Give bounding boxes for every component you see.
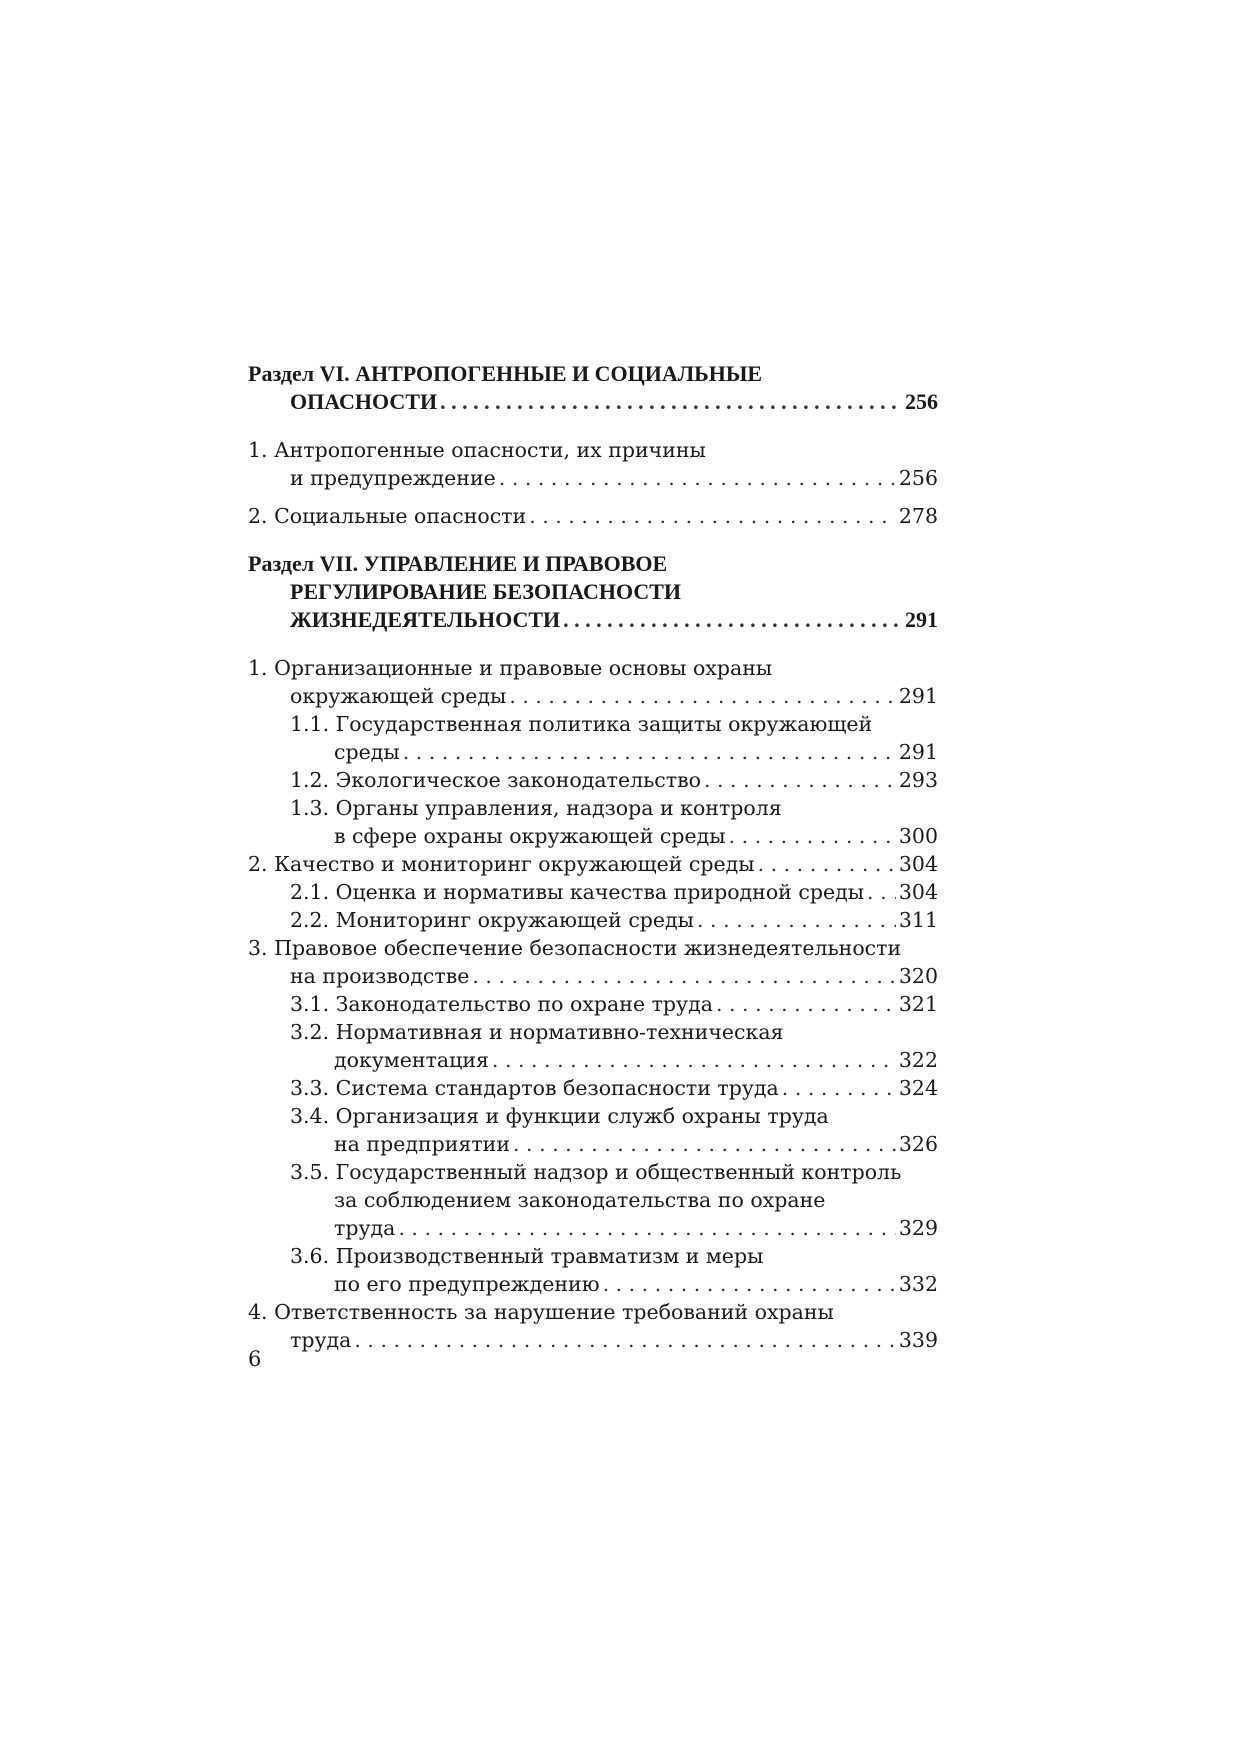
toc-page: 324 xyxy=(898,1076,938,1100)
toc-title: 2.2. Мониторинг окружающей среды xyxy=(290,908,694,932)
toc-subitem[interactable] xyxy=(248,794,938,822)
toc-title: 3.6. Производственный травматизм и меры xyxy=(290,1244,764,1268)
toc-title-cont: окружающей среды xyxy=(290,684,507,708)
toc-page: 300 xyxy=(898,824,938,848)
toc-page: 278 xyxy=(898,504,938,528)
toc-title-cont: и предупреждение xyxy=(290,466,496,490)
toc-title: 3.5. Государственный надзор и общественный контроль xyxy=(290,1160,902,1184)
dot-leader xyxy=(440,388,902,416)
dot-leader xyxy=(563,606,902,634)
toc-title: 3.1. Законодательство по охране труда xyxy=(290,992,713,1016)
toc-title-cont: РЕГУЛИРОВАНИЕ БЕЗОПАСНОСТИ xyxy=(290,579,682,604)
dot-leader xyxy=(513,1130,896,1158)
toc-page: 332 xyxy=(898,1272,938,1296)
toc-subitem-cont xyxy=(248,1270,938,1298)
toc-subitem-cont xyxy=(248,822,938,850)
dot-leader xyxy=(509,682,896,710)
dot-leader xyxy=(697,906,896,934)
dot-leader xyxy=(403,738,896,766)
toc-page: 339 xyxy=(898,1328,938,1352)
toc-title: 2.1. Оценка и нормативы качества природной среды xyxy=(290,880,865,904)
toc-item[interactable] xyxy=(248,502,938,530)
toc-page: 321 xyxy=(898,992,938,1016)
toc-title: 1.3. Органы управления, надзора и контроля xyxy=(290,796,782,820)
toc-page: 256 xyxy=(905,389,938,414)
toc-title-cont: на производстве xyxy=(290,964,470,988)
toc-subitem[interactable] xyxy=(248,1018,938,1046)
toc-subitem[interactable] xyxy=(248,906,938,934)
dot-leader xyxy=(472,962,895,990)
toc-subitem[interactable] xyxy=(248,766,938,794)
toc-item[interactable] xyxy=(248,436,938,492)
toc-title: 3.3. Система стандартов безопасности труда xyxy=(290,1076,779,1100)
toc-page: 293 xyxy=(898,768,938,792)
toc-section-7[interactable] xyxy=(248,550,938,634)
toc-subitem-cont xyxy=(248,1046,938,1074)
toc-title: 4. Ответственность за нарушение требований охраны xyxy=(248,1300,834,1324)
dot-leader xyxy=(716,990,896,1018)
toc-item[interactable] xyxy=(248,934,938,990)
toc-title: 2. Социальные опасности xyxy=(248,504,527,528)
toc-title-cont: по его предупреждению xyxy=(334,1272,600,1296)
toc-title: 1. Антропогенные опасности, их причины xyxy=(248,438,706,462)
toc-title: Раздел VII. УПРАВЛЕНИЕ И ПРАВОВОЕ xyxy=(248,551,668,576)
toc-page: 320 xyxy=(898,964,938,988)
dot-leader xyxy=(492,1046,896,1074)
toc-title: 3.2. Нормативная и нормативно-техническая xyxy=(290,1020,784,1044)
toc-title: Раздел VI. АНТРОПОГЕННЫЕ И СОЦИАЛЬНЫЕ xyxy=(248,361,763,386)
dot-leader xyxy=(529,502,896,530)
toc-page: 291 xyxy=(898,684,938,708)
dot-leader xyxy=(354,1326,895,1354)
toc-page: 326 xyxy=(898,1132,938,1156)
toc-title: 1. Организационные и правовые основы охраны xyxy=(248,656,773,680)
toc-title-cont: за соблюдением законодательства по охране xyxy=(334,1188,826,1212)
toc-subitem[interactable] xyxy=(248,878,938,906)
toc-title-cont: ОПАСНОСТИ xyxy=(290,389,438,414)
toc-title: 3. Правовое обеспечение безопасности жизнедеятельности xyxy=(248,936,902,960)
toc-subitem-cont xyxy=(248,738,938,766)
toc-item[interactable] xyxy=(248,850,938,878)
dot-leader xyxy=(603,1270,896,1298)
toc-title-cont: в сфере охраны окружающей среды xyxy=(334,824,726,848)
toc-title-cont: документация xyxy=(334,1048,489,1072)
toc-section-6[interactable] xyxy=(248,360,938,416)
dot-leader xyxy=(782,1074,896,1102)
toc-title: 3.4. Организация и функции служб охраны труда xyxy=(290,1104,829,1128)
toc-title-cont: ЖИЗНЕДЕЯТЕЛЬНОСТИ xyxy=(290,607,561,632)
toc-page: 322 xyxy=(898,1048,938,1072)
toc-item[interactable] xyxy=(248,654,938,710)
toc-title-cont: среды xyxy=(334,740,400,764)
toc-page: 311 xyxy=(898,908,938,932)
toc-item[interactable] xyxy=(248,1298,938,1354)
page-number: 6 xyxy=(248,1347,262,1371)
toc-page: 304 xyxy=(898,852,938,876)
toc-subitem[interactable] xyxy=(248,710,938,738)
toc-page: 304 xyxy=(898,880,938,904)
table-of-contents xyxy=(248,360,938,1354)
dot-leader xyxy=(729,822,896,850)
toc-page: 291 xyxy=(905,607,938,632)
dot-leader xyxy=(758,850,896,878)
toc-title: 1.1. Государственная политика защиты окружающей xyxy=(290,712,873,736)
toc-subitem[interactable] xyxy=(248,990,938,1018)
toc-title-cont: труда xyxy=(290,1328,352,1352)
toc-page: 329 xyxy=(898,1216,938,1240)
toc-title: 2. Качество и мониторинг окружающей среды xyxy=(248,852,755,876)
dot-leader xyxy=(499,464,896,492)
dot-leader xyxy=(867,878,896,906)
toc-title-cont: на предприятии xyxy=(334,1132,510,1156)
toc-subitem[interactable] xyxy=(248,1102,938,1130)
toc-title-cont: труда xyxy=(334,1216,396,1240)
toc-subitem[interactable] xyxy=(248,1158,938,1186)
toc-page: 291 xyxy=(898,740,938,764)
toc-page: 256 xyxy=(898,466,938,490)
toc-title: 1.2. Экологическое законодательство xyxy=(290,768,701,792)
toc-subitem[interactable] xyxy=(248,1242,938,1270)
toc-subitem[interactable] xyxy=(248,1074,938,1102)
dot-leader xyxy=(704,766,896,794)
toc-subitem-cont xyxy=(248,1214,938,1242)
toc-subitem-cont xyxy=(248,1130,938,1158)
dot-leader xyxy=(398,1214,895,1242)
